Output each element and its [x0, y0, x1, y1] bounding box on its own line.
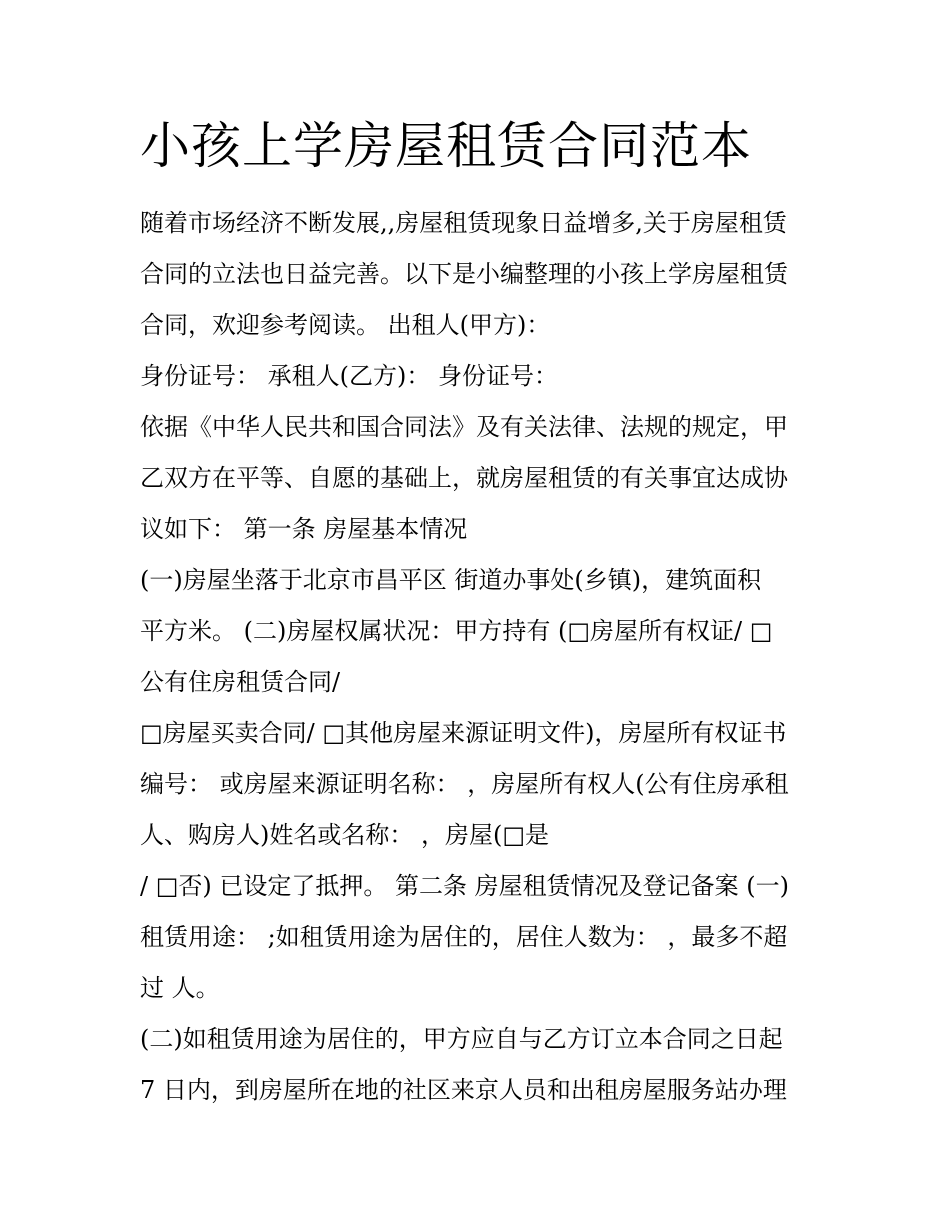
body-line: 随着市场经济不断发展,,房屋租赁现象日益增多,关于房屋租赁: [140, 209, 787, 237]
body-line: 人、购房人)姓名或名称： ，房屋(□是: [140, 821, 550, 849]
body-line: □房屋买卖合同/ □其他房屋来源证明文件)，房屋所有权证书: [140, 719, 787, 747]
body-line: 合同的立法也日益完善。以下是小编整理的小孩上学房屋租赁: [140, 260, 788, 288]
body-line: 乙双方在平等、自愿的基础上，就房屋租赁的有关事宜达成协: [140, 464, 788, 492]
body-line: 编号： 或房屋来源证明名称： ，房屋所有权人(公有住房承租: [140, 770, 789, 798]
body-line: 租赁用途： ;如租赁用途为居住的，居住人数为： ，最多不超: [140, 923, 788, 951]
body-line: / □否) 已设定了抵押。 第二条 房屋租赁情况及登记备案 (一): [140, 872, 789, 900]
document-body: [140, 203, 830, 1121]
body-line: (二)如租赁用途为居住的，甲方应自与乙方订立本合同之日起: [140, 1025, 783, 1053]
body-line: 7 日内，到房屋所在地的社区来京人员和出租房屋服务站办理: [140, 1076, 787, 1104]
body-line: 平方米。 (二)房屋权属状况：甲方持有 (□房屋所有权证/ □: [140, 617, 773, 645]
body-line: 合同，欢迎参考阅读。 出租人(甲方)：: [140, 311, 551, 339]
body-line: 依据《中华人民共和国合同法》及有关法律、法规的规定，甲: [140, 413, 788, 441]
body-line: 身份证号： 承租人(乙方)： 身份证号：: [140, 362, 558, 390]
document-title: 小孩上学房屋租赁合同范本: [140, 117, 752, 175]
body-line: (一)房屋坐落于北京市昌平区 街道办事处(乡镇)，建筑面积: [140, 566, 762, 594]
body-line: 议如下： 第一条 房屋基本情况: [140, 515, 468, 543]
body-line: 公有住房租赁合同/: [140, 668, 341, 696]
body-line: 过 人。: [140, 974, 220, 1002]
